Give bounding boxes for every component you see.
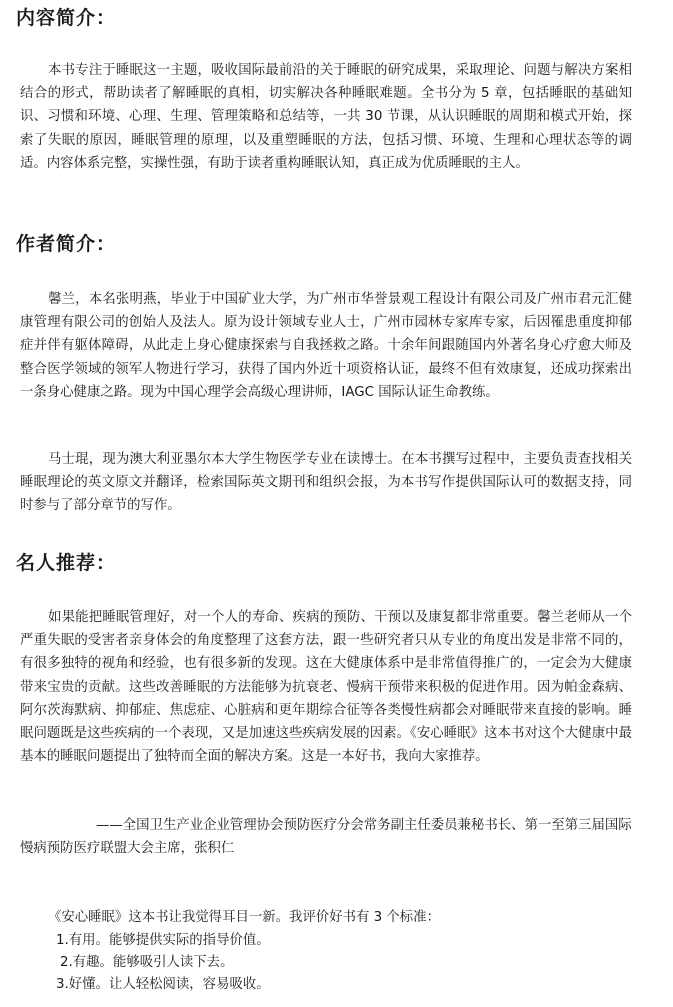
second-quote-intro: 《安心睡眠》这本书让我觉得耳目一新。我评价好书有 3 个标准： (48, 910, 440, 925)
author-intro-paragraph-2: 马士琨，现为澳大利亚墨尔本大学生物医学专业在读博士。在本书撰写过程中，主要负责查找相关睡眠理论的英文原文并翻译，检索国际英文期刊和组织会报，为本书写作提供国际认可的数据支持，同时参与了部分章节的写作。 (20, 452, 632, 514)
criteria-item-1: 1.有用。能够提供实际的指导价值。 (56, 933, 270, 948)
recommendation-signature: ——全国卫生产业企业管理协会预防医疗分会常务副主任委员兼秘书长、第一至第三届国际慢病预防医疗联盟大会主席，张积仁 (20, 818, 632, 857)
criteria-item-2: 2.有趣。能够吸引人读下去。 (60, 955, 234, 970)
content-intro-paragraph: 本书专注于睡眠这一主题，吸收国际最前沿的关于睡眠的研究成果，采取理论、问题与解决方案相结合的形式，帮助读者了解睡眠的真相，切实解决各种睡眠难题。全书分为 5 章，包括睡眠的基础知识、习惯和环境、心理、生理、管理策略和总结等，一共 30 节课，从认识睡眠的周期和模式开始，探索了失眠的原因，睡眠管理的原理，以及重塑睡眠的方法，包括习惯、环境、生理和心理状态等的调适。内容体系完整，实操性强，有助于读者重构睡眠认知，真正成为优质睡眠的主人。 (20, 63, 632, 171)
author-intro-heading: 作者简介： (16, 233, 117, 255)
author-intro-paragraph-1: 馨兰，本名张明燕，毕业于中国矿业大学，为广州市华誉景观工程设计有限公司及广州市君元汇健康管理有限公司的创始人及法人。原为设计领域专业人士，广州市园林专家库专家，后因罹患重度抑郁症并伴有躯体障碍，从此走上身心健康探索与自我拯救之路。十余年间跟随国内外著名身心疗愈大师及整合医学领域的领军人物进行学习，获得了国内外近十项资格认证，最终不但有效康复，还成功探索出一条身心健康之路。现为中国心理学会高级心理讲师，IAGC 国际认证生命教练。 (20, 292, 632, 400)
recommendation-paragraph: 如果能把睡眠管理好，对一个人的寿命、疾病的预防、干预以及康复都非常重要。馨兰老师从一个严重失眠的受害者亲身体会的角度整理了这套方法，跟一些研究者只从专业的角度出发是非常不同的，有很多独特的视角和经验，也有很多新的发现。这在大健康体系中是非常值得推广的，一定会为大健康带来宝贵的贡献。这些改善睡眠的方法能够为抗衰老、慢病干预带来积极的促进作用。因为帕金森病、阿尔茨海默病、抑郁症、焦虑症、心脏病和更年期综合征等各类慢性病都会对睡眠带来直接的影响。睡眠问题既是这些疾病的一个表现，又是加速这些疾病发展的因素。《安心睡眠》这本书对这个大健康中最基本的睡眠问题提出了独特而全面的解决方案。这是一本好书，我向大家推荐。 (20, 610, 632, 765)
recommendation-heading: 名人推荐： (16, 552, 117, 574)
content-intro-heading: 内容简介： (16, 7, 117, 29)
criteria-item-3: 3.好懂。让人轻松阅读，容易吸收。 (56, 977, 270, 992)
